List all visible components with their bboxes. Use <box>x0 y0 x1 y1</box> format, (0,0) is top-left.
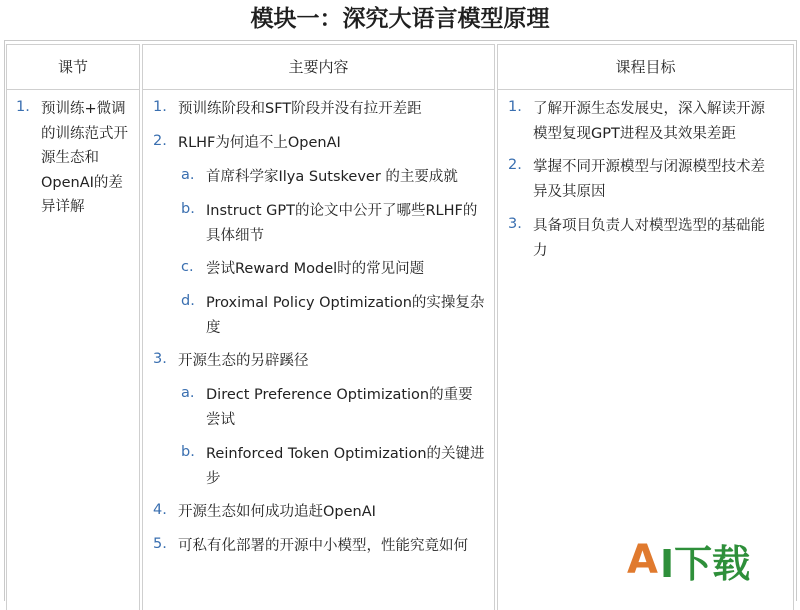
cell-lesson <box>6 90 140 610</box>
list-number: 2. <box>153 133 167 149</box>
list-number: 3. <box>508 216 522 232</box>
list-number: 5. <box>153 536 167 552</box>
list-item: 具备项目负责人对模型选型的基础能力 <box>533 218 765 259</box>
cell-content <box>142 90 495 610</box>
header-content: 主要内容 <box>142 44 495 90</box>
list-letter: a. <box>181 167 195 183</box>
list-item: Direct Preference Optimization的重要尝试 <box>206 387 473 428</box>
list-item: 预训练阶段和SFT阶段并没有拉开差距 <box>178 101 422 117</box>
list-number: 1. <box>508 99 522 115</box>
list-item: Instruct GPT的论文中公开了哪些RLHF的具体细节 <box>206 203 478 244</box>
list-item: 开源生态如何成功追赶OpenAI <box>178 504 376 520</box>
list-item: 首席科学家Ilya Sutskever 的主要成就 <box>206 169 458 185</box>
page-title: 模块一：深究大语言模型原理 <box>250 6 550 32</box>
list-item: 掌握不同开源模型与闭源模型技术差异及其原因 <box>533 159 765 200</box>
list-letter: b. <box>181 201 195 217</box>
list-item: 尝试Reward Model时的常见问题 <box>206 261 425 277</box>
lesson-text: 预训练+微调的训练范式开源生态和OpenAI的差异详解 <box>41 101 128 215</box>
list-number: 1. <box>153 99 167 115</box>
list-letter: b. <box>181 444 195 460</box>
watermark-a: A <box>627 537 658 583</box>
list-number: 3. <box>153 351 167 367</box>
list-letter: d. <box>181 293 195 309</box>
watermark-logo <box>627 536 750 584</box>
list-number: 2. <box>508 157 522 173</box>
list-item: 可私有化部署的开源中小模型，性能究竟如何 <box>178 538 468 554</box>
header-lesson: 课节 <box>6 44 140 90</box>
list-letter: c. <box>181 259 194 275</box>
list-letter: a. <box>181 385 195 401</box>
list-item: 开源生态的另辟蹊径 <box>178 353 309 369</box>
list-number: 4. <box>153 502 167 518</box>
header-goals: 课程目标 <box>497 44 794 90</box>
watermark-text: I下载 <box>659 541 751 586</box>
list-number: 1. <box>16 99 30 115</box>
list-item: RLHF为何追不上OpenAI <box>178 135 341 151</box>
list-item: Reinforced Token Optimization的关键进步 <box>206 446 485 487</box>
list-item: Proximal Policy Optimization的实操复杂度 <box>206 295 485 336</box>
list-item: 了解开源生态发展史，深入解读开源模型复现GPT进程及其效果差距 <box>533 101 765 142</box>
